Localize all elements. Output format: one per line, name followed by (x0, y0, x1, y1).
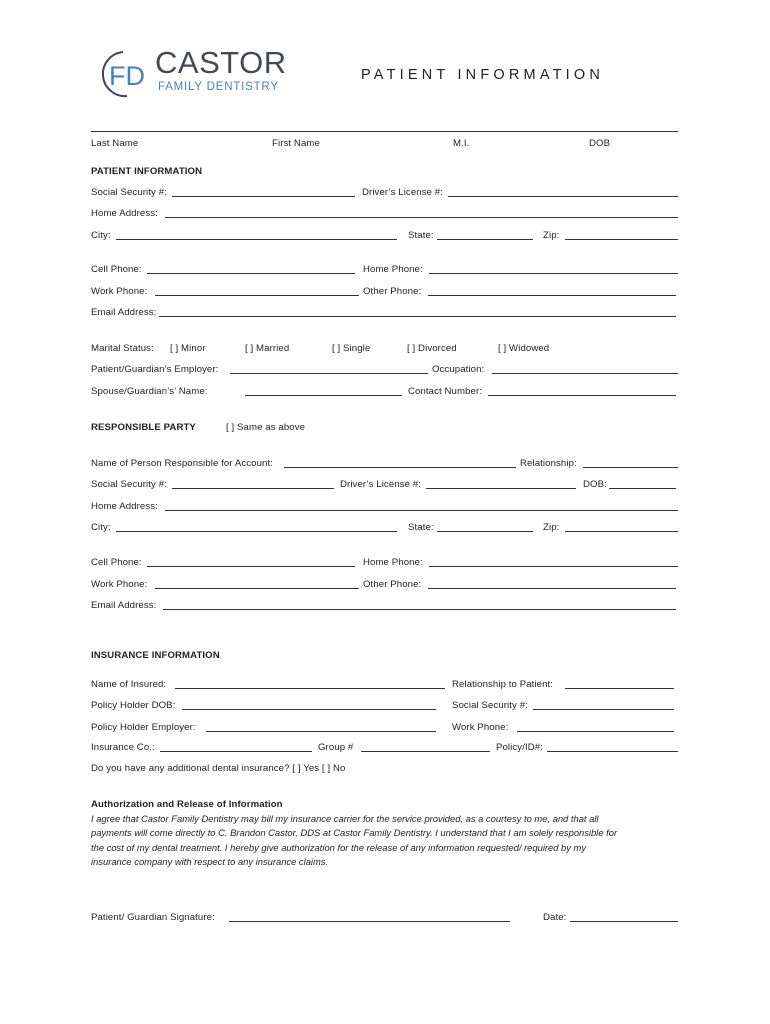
responsible-home-phone-field[interactable] (429, 566, 678, 567)
authorization-line-1: I agree that Castor Family Dentistry may bill my insurance carrier for the service provided, as a courtesy to me, and that all (91, 813, 599, 824)
responsible-address-field[interactable] (165, 510, 678, 511)
marital-option-divorced[interactable]: [ ] Divorced (407, 343, 457, 354)
castor-logo (96, 44, 286, 100)
responsible-address-label: Home Address: (91, 501, 158, 512)
authorization-heading: Authorization and Release of Information (91, 799, 283, 810)
responsible-home-phone-label: Home Phone: (363, 557, 423, 568)
patient-zip-label: Zip: (543, 230, 560, 241)
signature-date-label: Date: (543, 912, 567, 923)
insured-relationship-label: Relationship to Patient: (452, 679, 554, 690)
spouse-name-label: Spouse/Guardian’s’ Name: (91, 386, 208, 397)
patient-email-field[interactable] (159, 316, 676, 317)
patient-state-field[interactable] (437, 239, 533, 240)
patient-info-heading: PATIENT INFORMATION (91, 166, 203, 177)
responsible-dl-field[interactable] (426, 488, 576, 489)
responsible-state-field[interactable] (437, 531, 533, 532)
responsible-dob-label: DOB: (583, 479, 607, 490)
patient-home-phone-field[interactable] (429, 273, 678, 274)
responsible-dob-field[interactable] (609, 488, 676, 489)
marital-option-married[interactable]: [ ] Married (245, 343, 290, 354)
patient-address-label: Home Address: (91, 208, 158, 219)
contact-number-label: Contact Number: (408, 386, 483, 397)
responsible-relationship-label: Relationship: (520, 458, 577, 469)
responsible-other-phone-label: Other Phone: (363, 579, 422, 590)
logo-name: CASTOR (155, 45, 287, 80)
responsible-work-phone-field[interactable] (155, 588, 359, 589)
patient-city-field[interactable] (116, 239, 397, 240)
holder-ssn-field[interactable] (533, 709, 674, 710)
policy-id-field[interactable] (547, 751, 678, 752)
policy-id-label: Policy/ID#: (496, 742, 543, 753)
patient-home-phone-label: Home Phone: (363, 264, 423, 275)
marital-option-minor[interactable]: [ ] Minor (170, 343, 206, 354)
insured-name-field[interactable] (175, 688, 445, 689)
signature-label: Patient/ Guardian Signature: (91, 912, 215, 923)
holder-ssn-label: Social Security #: (452, 700, 528, 711)
first-name-label: First Name (272, 138, 320, 149)
insurance-info-heading: INSURANCE INFORMATION (91, 650, 220, 661)
marital-option-widowed[interactable]: [ ] Widowed (498, 343, 550, 354)
patient-dl-field[interactable] (448, 196, 678, 197)
patient-occupation-label: Occupation: (432, 364, 485, 375)
patient-employer-field[interactable] (230, 373, 428, 374)
patient-employer-label: Patient/Guardian’s Employer: (91, 364, 219, 375)
name-entry-line[interactable] (91, 131, 678, 132)
holder-dob-label: Policy Holder DOB: (91, 700, 176, 711)
marital-option-single[interactable]: [ ] Single (332, 343, 371, 354)
insurance-company-label: Insurance Co.: (91, 742, 155, 753)
patient-ssn-label: Social Security #: (91, 187, 167, 198)
patient-work-phone-label: Work Phone: (91, 286, 148, 297)
responsible-zip-field[interactable] (565, 531, 678, 532)
logo-mark-text: FD (109, 61, 145, 91)
insurance-company-field[interactable] (160, 751, 312, 752)
responsible-city-label: City: (91, 522, 111, 533)
responsible-person-field[interactable] (284, 467, 516, 468)
responsible-email-label: Email Address: (91, 600, 157, 611)
spouse-name-field[interactable] (245, 395, 402, 396)
responsible-person-label: Name of Person Responsible for Account: (91, 458, 274, 469)
logo-subtitle: FAMILY DENTISTRY (158, 81, 279, 93)
insured-relationship-field[interactable] (565, 688, 674, 689)
responsible-ssn-label: Social Security #: (91, 479, 167, 490)
responsible-dl-label: Driver’s License #: (340, 479, 421, 490)
holder-work-phone-field[interactable] (517, 731, 674, 732)
responsible-other-phone-field[interactable] (428, 588, 676, 589)
additional-insurance-question[interactable]: Do you have any additional dental insurance? [ ] Yes [ ] No (91, 763, 346, 774)
signature-date-field[interactable] (570, 921, 678, 922)
responsible-state-label: State: (408, 522, 434, 533)
holder-employer-field[interactable] (206, 731, 436, 732)
same-as-above-checkbox[interactable]: [ ] Same as above (226, 422, 306, 433)
patient-ssn-field[interactable] (172, 196, 355, 197)
group-number-label: Group # (318, 742, 354, 753)
responsible-email-field[interactable] (163, 609, 676, 610)
authorization-line-2: payments will come directly to C. Brandon Castor, DDS at Castor Family Dentistry. I understand that I am solely responsible for (91, 827, 618, 838)
holder-employer-label: Policy Holder Employer: (91, 722, 196, 733)
holder-dob-field[interactable] (182, 709, 436, 710)
patient-other-phone-label: Other Phone: (363, 286, 422, 297)
responsible-work-phone-label: Work Phone: (91, 579, 148, 590)
responsible-party-heading: RESPONSIBLE PARTY (91, 422, 196, 433)
patient-state-label: State: (408, 230, 434, 241)
marital-status-label: Marital Status: (91, 343, 154, 354)
responsible-cell-field[interactable] (147, 566, 355, 567)
patient-occupation-field[interactable] (492, 373, 678, 374)
responsible-ssn-field[interactable] (172, 488, 334, 489)
group-number-field[interactable] (361, 751, 490, 752)
holder-work-phone-label: Work Phone: (452, 722, 509, 733)
authorization-line-4: insurance company with respect to any insurance claims. (91, 856, 329, 867)
patient-dl-label: Driver’s License #: (362, 187, 443, 198)
responsible-cell-label: Cell Phone: (91, 557, 142, 568)
page-title: PATIENT INFORMATION (361, 67, 605, 83)
last-name-label: Last Name (91, 138, 139, 149)
patient-cell-field[interactable] (147, 273, 355, 274)
signature-field[interactable] (229, 921, 510, 922)
responsible-relationship-field[interactable] (583, 467, 678, 468)
responsible-city-field[interactable] (116, 531, 397, 532)
insured-name-label: Name of Insured: (91, 679, 167, 690)
patient-email-label: Email Address: (91, 307, 157, 318)
responsible-zip-label: Zip: (543, 522, 560, 533)
authorization-line-3: the cost of my dental treatment. I hereby give authorization for the release of any information requested/ required by my (91, 842, 587, 853)
patient-work-phone-field[interactable] (155, 295, 359, 296)
fd-logo-mark-icon (96, 48, 154, 100)
patient-address-field[interactable] (165, 217, 678, 218)
patient-city-label: City: (91, 230, 111, 241)
dob-label: DOB (589, 138, 611, 149)
contact-number-field[interactable] (488, 395, 676, 396)
patient-zip-field[interactable] (565, 239, 678, 240)
patient-cell-label: Cell Phone: (91, 264, 142, 275)
mi-label: M.I. (453, 138, 470, 149)
patient-other-phone-field[interactable] (428, 295, 676, 296)
